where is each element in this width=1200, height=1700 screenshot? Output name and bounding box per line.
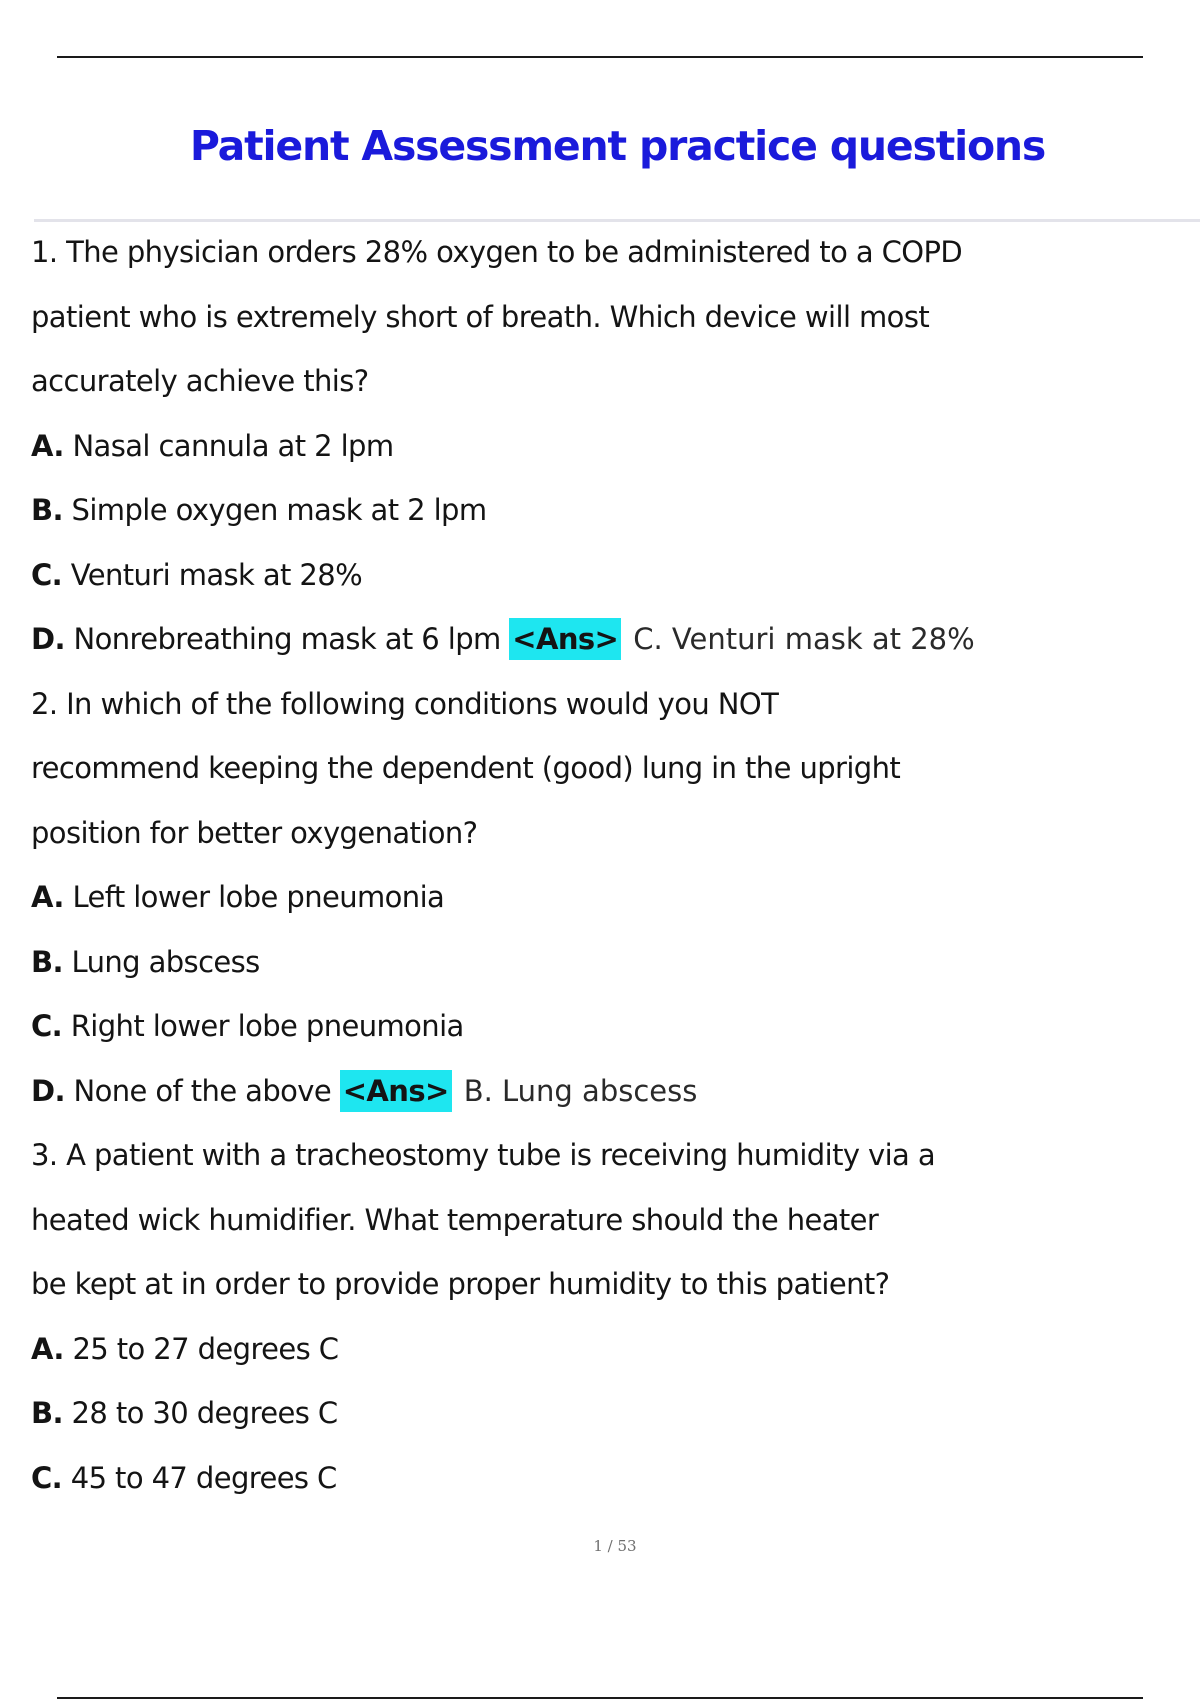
question-1-stem-line-1 — [31, 220, 1181, 285]
option-text: Right lower lobe pneumonia — [70, 1009, 464, 1043]
option-text: None of the above — [73, 1073, 332, 1108]
option-letter: C. — [31, 1460, 63, 1495]
question-3-stem-line-3: be kept at in order to provide proper humidity to this patient? — [31, 1267, 890, 1301]
answer-text: C. Venturi mask at 28% — [633, 622, 975, 656]
page-number: 1 / 53 — [593, 1537, 637, 1555]
answer-tag: <Ans> — [340, 1070, 452, 1112]
question-stem-text: A patient with a tracheostomy tube is receiving humidity via a — [66, 1138, 936, 1172]
answer-text: B. Lung abscess — [463, 1073, 698, 1108]
option-letter: A. — [31, 880, 64, 914]
option-text: 28 to 30 degrees C — [71, 1396, 338, 1430]
question-1-option-a — [31, 414, 1181, 479]
question-1-option-d — [31, 607, 1181, 672]
question-2-stem-line-2: recommend keeping the dependent (good) lung in the upright — [31, 751, 901, 785]
question-3-option-c — [31, 1446, 1181, 1511]
question-2-option-a — [31, 865, 1181, 930]
option-letter: D. — [31, 622, 65, 656]
question-number: 2. — [31, 686, 58, 721]
option-text: Nonrebreathing mask at 6 lpm — [73, 622, 501, 656]
question-3-stem-line-1 — [31, 1123, 1181, 1188]
question-list — [31, 220, 1181, 1510]
option-letter: A. — [31, 1331, 64, 1366]
question-2-stem-line-3: position for better oxygenation? — [31, 815, 478, 850]
option-letter: C. — [31, 1009, 63, 1043]
question-2-option-b — [31, 930, 1181, 995]
option-text: Lung abscess — [71, 944, 260, 979]
question-3-option-a — [31, 1317, 1181, 1382]
option-letter: B. — [31, 493, 63, 527]
question-number: 3. — [31, 1138, 58, 1172]
question-2-option-c — [31, 994, 1181, 1059]
option-text: Nasal cannula at 2 lpm — [72, 428, 394, 463]
question-1-option-b — [31, 478, 1181, 543]
answer-tag: <Ans> — [509, 618, 621, 660]
top-rule — [57, 56, 1143, 58]
bottom-rule — [57, 1697, 1143, 1699]
question-1-stem-line-2: patient who is extremely short of breath. Which device will most — [31, 299, 930, 334]
page-title: Patient Assessment practice questions — [189, 122, 1046, 170]
option-letter: C. — [31, 557, 63, 592]
option-letter: D. — [31, 1073, 65, 1108]
question-1-stem-line-3: accurately achieve this? — [31, 364, 369, 398]
option-text: Simple oxygen mask at 2 lpm — [71, 493, 487, 527]
question-2-stem-line-1 — [31, 672, 1181, 737]
option-letter: B. — [31, 1396, 63, 1430]
option-letter: A. — [31, 428, 64, 463]
question-1-option-c — [31, 543, 1181, 608]
question-3-stem-line-2: heated wick humidifier. What temperature should the heater — [31, 1202, 879, 1237]
option-text: 45 to 47 degrees C — [70, 1460, 337, 1495]
option-letter: B. — [31, 944, 63, 979]
question-stem-text: The physician orders 28% oxygen to be administered to a COPD — [66, 235, 963, 269]
question-3-option-b — [31, 1381, 1181, 1446]
option-text: Left lower lobe pneumonia — [72, 880, 445, 914]
question-number: 1. — [31, 235, 58, 269]
option-text: 25 to 27 degrees C — [72, 1331, 339, 1366]
question-2-option-d — [31, 1059, 1181, 1124]
option-text: Venturi mask at 28% — [70, 557, 363, 592]
question-stem-text: In which of the following conditions would you NOT — [66, 686, 779, 721]
